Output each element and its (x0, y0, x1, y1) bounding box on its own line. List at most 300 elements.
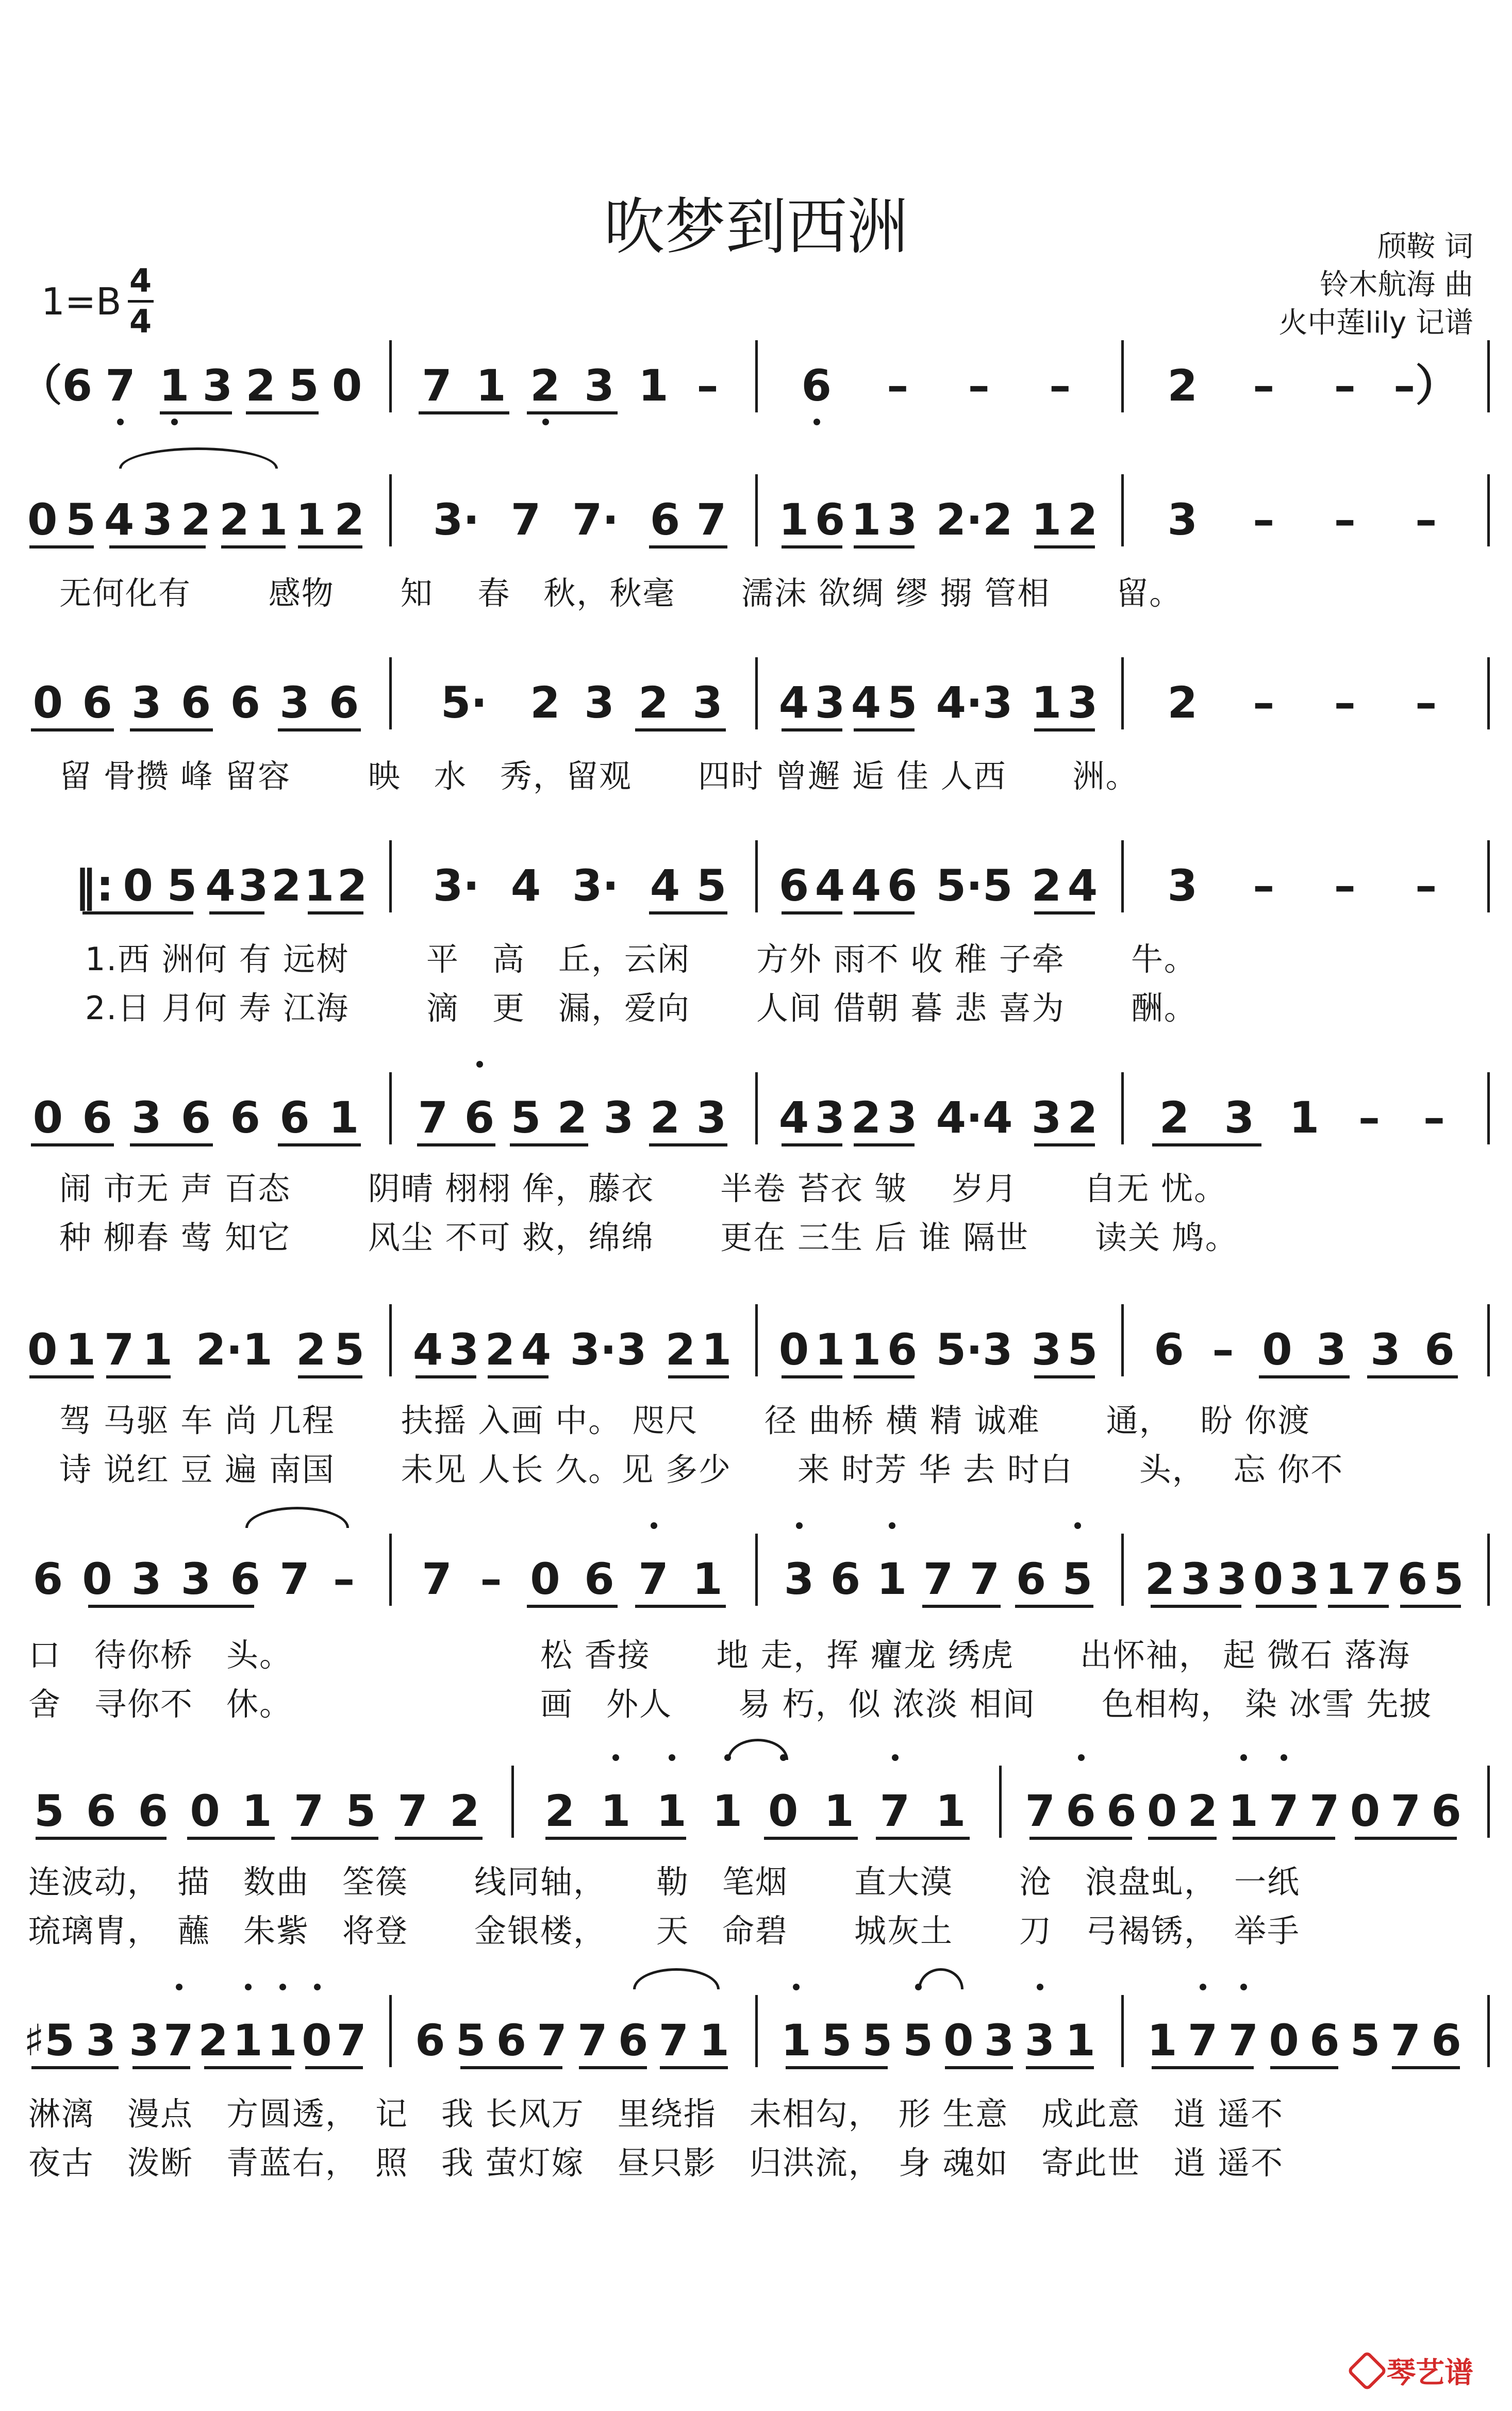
octave-dot-low (171, 419, 178, 425)
note: 3· (572, 860, 619, 911)
note: 6 (464, 1092, 495, 1143)
note: 5 (1433, 1554, 1464, 1604)
note: 6 (415, 2015, 445, 2066)
note: 7 (658, 2015, 689, 2066)
note: 2 (296, 1324, 326, 1375)
beam-underline (635, 1605, 726, 1608)
beam-underline (1233, 1837, 1335, 1840)
beam-underline (854, 1375, 915, 1378)
note: 2 (1167, 360, 1198, 411)
note: 0 (123, 860, 153, 911)
octave-dot-high (314, 1984, 321, 1990)
note: 6 (1431, 1786, 1461, 1836)
note: 6 (230, 1554, 260, 1604)
note: 1 (851, 1324, 882, 1375)
note: 7 (293, 1786, 324, 1836)
note: 2 (1187, 1786, 1218, 1836)
note: 1 (712, 1786, 743, 1836)
note: 7 (638, 1554, 669, 1604)
barline (1487, 1995, 1490, 2067)
octave-dot-low (542, 419, 549, 425)
note: 1 (296, 494, 326, 545)
lyric-line (23, 938, 1487, 979)
beam-underline (31, 1143, 114, 1146)
beam-underline (635, 728, 726, 731)
octave-dot-high (1037, 1984, 1043, 1990)
octave-dot-high (176, 1984, 182, 1990)
note: 6 (618, 2015, 649, 2066)
note: 0 (190, 1786, 220, 1836)
time-denominator: 4 (129, 303, 152, 340)
note: 4 (778, 677, 809, 728)
note: – (333, 1554, 355, 1604)
note: 3 (1316, 1324, 1347, 1375)
note: 2 (1144, 1554, 1175, 1604)
note: 3 (692, 677, 723, 728)
note: 4 (1067, 860, 1098, 911)
octave-dot-high (1281, 1754, 1287, 1761)
note: 6 (1066, 1786, 1096, 1836)
note: 3 (279, 677, 310, 728)
beam-underline (308, 911, 363, 914)
note: 6 (138, 1786, 169, 1836)
note: 2 (1167, 677, 1198, 728)
note: 1 (701, 1324, 732, 1375)
lyric-text: 无何化有 感物 知 春 秋，秋毫 濡沫 欲绸 缪 搦 管相 留。 (59, 574, 1183, 612)
note: 5 (821, 2015, 852, 2066)
note: 0 (27, 494, 58, 545)
beam-underline (419, 411, 509, 414)
key-prefix: 1=B (41, 279, 122, 323)
note: 3 (1167, 860, 1198, 911)
beam-underline (1152, 1143, 1261, 1146)
beam-underline (1256, 1605, 1317, 1608)
barline (1487, 1766, 1490, 1838)
note: 3 (984, 2015, 1015, 2066)
tie-slur (119, 447, 278, 469)
note: 3 (180, 1554, 211, 1604)
note: 3 (131, 1554, 162, 1604)
barline (1121, 340, 1124, 412)
octave-dot-high (669, 1754, 675, 1761)
note: 1 (1325, 1554, 1356, 1604)
beam-underline (417, 1143, 495, 1146)
note: 3 (131, 677, 162, 728)
note: 4 (778, 1092, 809, 1143)
note: 5 (289, 360, 319, 411)
note: 5 (696, 860, 727, 911)
beam-underline (649, 911, 727, 914)
note: 1 (692, 1554, 723, 1604)
note: 4 (205, 860, 236, 911)
octave-dot-low (117, 419, 124, 425)
barline (755, 1072, 758, 1144)
note: 4 (521, 1324, 552, 1375)
beam-underline (488, 1375, 549, 1378)
note: 6 (778, 860, 809, 911)
note: 6 (1154, 1324, 1184, 1375)
note: 5 (167, 860, 197, 911)
note: 1 (600, 1786, 631, 1836)
note: 6 (1309, 2015, 1340, 2066)
note: ‖: (74, 860, 114, 911)
note: 6 (830, 1554, 861, 1604)
note: 1 (778, 494, 809, 545)
note: 2 (245, 360, 276, 411)
lyric-line (23, 1861, 1487, 1902)
note: 6 (328, 677, 359, 728)
lyricist: 颀鞍 词 (1377, 230, 1473, 263)
note: 5 (862, 2015, 893, 2066)
beam-underline (278, 728, 361, 731)
note: 6 (86, 1786, 117, 1836)
beam-underline (782, 1143, 842, 1146)
beam-underline (31, 2066, 119, 2069)
time-signature (128, 264, 154, 339)
note: 7 (510, 494, 541, 545)
notation-row (23, 1995, 1487, 2066)
note: 2 (557, 1092, 588, 1143)
note: 6 (230, 1092, 260, 1143)
beam-underline (527, 411, 618, 414)
tie-slur (918, 1968, 964, 1989)
note: 3 (584, 677, 614, 728)
note: 3· (433, 860, 480, 911)
note: 7· (572, 494, 619, 545)
barline (1487, 1534, 1490, 1606)
octave-dot-high (279, 1984, 286, 1990)
note: 1 (656, 1786, 687, 1836)
lyric-line (23, 1449, 1487, 1490)
note: 1 (699, 2015, 729, 2066)
note: – (968, 360, 990, 411)
note: 7 (1228, 2015, 1259, 2066)
beam-underline (854, 911, 915, 914)
note: 6 (496, 2015, 527, 2066)
note: 6 (180, 677, 211, 728)
note: 7 (923, 1554, 954, 1604)
beam-underline (854, 545, 915, 548)
note: 6 (887, 1324, 918, 1375)
note: 3 (815, 1092, 845, 1143)
note: 1 (1289, 1092, 1320, 1143)
notation-row (23, 1534, 1487, 1604)
note: 6 (815, 494, 845, 545)
lyric-line (23, 755, 1487, 796)
note: 5· (440, 677, 488, 728)
note: 2 (1031, 860, 1062, 911)
lyric-text: 诗 说红 豆 遍 南国 未见 人长 久。见 多少 来 时芳 华 去 时白 头， 忘 你不 (59, 1451, 1344, 1488)
beam-underline (764, 1837, 858, 1840)
note: – (1212, 1324, 1234, 1375)
note: 1 (781, 2015, 811, 2066)
notation-row (23, 1072, 1487, 1143)
octave-dot-high (889, 1522, 895, 1529)
note: 4·3 (936, 677, 1013, 728)
notation-row (19, 340, 1487, 411)
note: 7 (696, 494, 727, 545)
note: 4 (851, 860, 882, 911)
note: 4·4 (936, 1092, 1013, 1143)
note: – (1049, 360, 1071, 411)
note: 4 (510, 860, 541, 911)
note: 3 (1024, 2015, 1055, 2066)
note: 3 (584, 360, 614, 411)
note: 5 (510, 1092, 541, 1143)
note: 7 (422, 360, 452, 411)
beam-underline (876, 1837, 970, 1840)
note: 4 (650, 860, 680, 911)
note: 6 (1397, 1554, 1428, 1604)
note: 1 (638, 360, 669, 411)
note: – (480, 1554, 502, 1604)
notation-row (23, 657, 1487, 728)
note: 5·5 (936, 860, 1013, 911)
barline (1487, 1304, 1490, 1376)
beam-underline (649, 545, 727, 548)
note: 6 (180, 1092, 211, 1143)
note: 6 (1016, 1554, 1046, 1604)
octave-dot-high (796, 1522, 803, 1529)
note: 1 (1228, 1786, 1258, 1836)
barline (389, 1072, 392, 1144)
note: 2·2 (936, 494, 1013, 545)
beam-underline (29, 1375, 94, 1378)
note: 1 (824, 1786, 854, 1836)
note: – (1253, 494, 1275, 545)
note: 7 (1390, 2015, 1421, 2066)
beam-underline (1034, 911, 1095, 914)
note: 4 (815, 860, 845, 911)
beam-underline (545, 1837, 686, 1840)
note: 2·1 (196, 1324, 273, 1375)
beam-underline (579, 2066, 647, 2069)
logo-icon (1347, 2350, 1387, 2391)
beam-underline (1151, 1605, 1241, 1608)
site-logo (1353, 2350, 1473, 2391)
barline (511, 1766, 514, 1838)
barline (755, 840, 758, 912)
transcriber: 火中莲lily 记谱 (1278, 306, 1473, 340)
beam-underline (395, 1837, 482, 1840)
note: 0 (32, 1092, 63, 1143)
barline (755, 1995, 758, 2067)
note: 3 (1370, 1324, 1401, 1375)
barline (755, 340, 758, 412)
octave-dot-high (1240, 1754, 1247, 1761)
barline (389, 1995, 392, 2067)
beam-underline (527, 1605, 618, 1608)
beam-underline (130, 1143, 213, 1146)
beam-underline (922, 1605, 1000, 1608)
note: – (887, 360, 909, 411)
lyric-line (23, 1217, 1487, 1258)
time-numerator: 4 (129, 262, 152, 300)
barline (1121, 840, 1124, 912)
beam-underline (1392, 2066, 1460, 2069)
beam-underline (1029, 1837, 1132, 1840)
beam-underline (1270, 2066, 1338, 2069)
lyric-line (23, 1400, 1487, 1441)
barline (1121, 474, 1124, 546)
note: ♯5 (23, 2015, 75, 2066)
octave-dot-high (476, 1061, 483, 1068)
lyric-text: 1.西 洲何 有 远树 平 高 丘，云闲 方外 雨不 收 稚 子牵 牛。 (85, 940, 1197, 978)
note: 3 (1031, 1324, 1062, 1375)
note: 2 (450, 1786, 480, 1836)
note: 3 (129, 2015, 159, 2066)
composer: 铃木航海 曲 (1320, 268, 1473, 302)
barline (389, 340, 392, 412)
beam-underline (1152, 2066, 1254, 2069)
note: 5 (34, 1786, 64, 1836)
note: – (1253, 860, 1275, 911)
note: 7 (1187, 2015, 1218, 2066)
note: 5 (334, 1324, 364, 1375)
note: 3 (815, 677, 845, 728)
note: 1 (257, 494, 288, 545)
note: 0 (943, 2015, 974, 2066)
octave-dot-high (612, 1754, 619, 1761)
note: 7 (879, 1786, 910, 1836)
note: 7 (969, 1554, 1000, 1604)
note: 2 (650, 1092, 680, 1143)
note: 2 (219, 494, 250, 545)
note: 4 (851, 677, 882, 728)
note: 7 (537, 2015, 567, 2066)
note: – (1415, 494, 1437, 545)
note: 0 (1253, 1554, 1284, 1604)
beam-underline (187, 1837, 274, 1840)
note: 5 (903, 2015, 933, 2066)
note: 6 (650, 494, 680, 545)
note: 3 (1181, 1554, 1211, 1604)
note: – (1415, 860, 1437, 911)
note: 7 (163, 2015, 194, 2066)
beam-underline (132, 2066, 191, 2069)
note: 6 (82, 677, 112, 728)
note: 1 (935, 1786, 966, 1836)
beam-underline (298, 545, 362, 548)
note: 1 (876, 1554, 907, 1604)
lyric-line (23, 1683, 1487, 1724)
barline (999, 1766, 1002, 1838)
beam-underline (649, 1143, 727, 1146)
note: 0 (302, 2015, 332, 2066)
beam-underline (1148, 1837, 1216, 1840)
barline (755, 1304, 758, 1376)
beam-underline (298, 1375, 362, 1378)
note: 5 (65, 494, 96, 545)
lyric-line (23, 2142, 1487, 2183)
note: 2 (337, 860, 368, 911)
lyric-text: 2.日 月何 寿 江海 滴 更 漏，爱向 人间 借朝 暮 悲 喜为 酬。 (85, 989, 1197, 1027)
note: 5 (1062, 1554, 1093, 1604)
note: 7 (1390, 1786, 1421, 1836)
note: 0 (27, 1324, 58, 1375)
beam-underline (460, 2066, 562, 2069)
note: 4 (104, 494, 135, 545)
lyric-text: 舍 寻你不 休。 画 外人 易 朽，似 浓淡 相间 色相构， 染 冰雪 先披 (28, 1685, 1433, 1723)
note: 3 (1217, 1554, 1248, 1604)
note: 0 (1262, 1324, 1292, 1375)
octave-dot-high (892, 1754, 899, 1761)
barline (1121, 1072, 1124, 1144)
note: 1 (65, 1324, 96, 1375)
note: 1 (815, 1324, 845, 1375)
note: 4 (412, 1324, 443, 1375)
note: 7 (1269, 1786, 1299, 1836)
note: 7 (336, 2015, 367, 2066)
beam-underline (854, 1143, 915, 1146)
note: 2 (665, 1324, 696, 1375)
note: 5 (345, 1786, 376, 1836)
lyric-text: 琉璃胄， 蘸 朱紫 将登 金银楼， 天 命碧 城灰土 刀 弓褐锈， 举手 (28, 1912, 1301, 1950)
note: 7 (279, 1554, 310, 1604)
notation-row (23, 474, 1487, 545)
note: 7 (577, 2015, 608, 2066)
beam-underline (782, 911, 842, 914)
beam-underline (31, 728, 114, 731)
beam-underline (1328, 1605, 1389, 1608)
note: 7 (1309, 1786, 1340, 1836)
beam-underline (204, 2066, 291, 2069)
octave-dot-high (245, 1984, 252, 1990)
lyric-text: 夜古 泼断 青蓝右， 照 我 萤灯嫁 昼只影 归洪流， 身 魂如 寄此世 逍 遥不 (28, 2144, 1284, 2182)
beam-underline (1355, 1837, 1457, 1840)
beam-underline (278, 1143, 361, 1146)
note: 6 (82, 1092, 112, 1143)
barline (755, 657, 758, 729)
barline (755, 1534, 758, 1606)
note: 2 (485, 1324, 516, 1375)
beam-underline (109, 545, 206, 548)
beam-underline (246, 411, 319, 414)
note: 3 (202, 360, 233, 411)
note: 1 (304, 860, 335, 911)
note: 3 (1289, 1554, 1320, 1604)
note: 3 (86, 2015, 116, 2066)
beam-underline (782, 728, 842, 731)
beam-underline (1026, 2066, 1094, 2069)
note: 3 (448, 1324, 479, 1375)
note: 6 (584, 1554, 614, 1604)
beam-underline (209, 911, 264, 914)
note: 5·3 (936, 1324, 1013, 1375)
barline (1487, 657, 1490, 729)
credits (1278, 228, 1473, 342)
logo-text: 琴艺谱 (1387, 2356, 1473, 2390)
note: 5 (887, 677, 918, 728)
note: 3 (1031, 1092, 1062, 1143)
beam-underline (29, 545, 94, 548)
note: 0 (32, 677, 63, 728)
note: 5 (1067, 1324, 1098, 1375)
note: 6 (32, 1554, 63, 1604)
note: 5 (1350, 2015, 1381, 2066)
note: 6 (279, 1092, 310, 1143)
note: 2 (198, 2015, 228, 2066)
beam-underline (36, 1837, 167, 1840)
note: 1 (142, 1324, 173, 1375)
note: 3 (696, 1092, 727, 1143)
note: 2 (530, 677, 560, 728)
note: 7 (105, 360, 136, 411)
note: 2 (1067, 494, 1098, 545)
note: – (1334, 360, 1356, 411)
note: 7 (418, 1092, 448, 1143)
note: 3 (603, 1092, 634, 1143)
